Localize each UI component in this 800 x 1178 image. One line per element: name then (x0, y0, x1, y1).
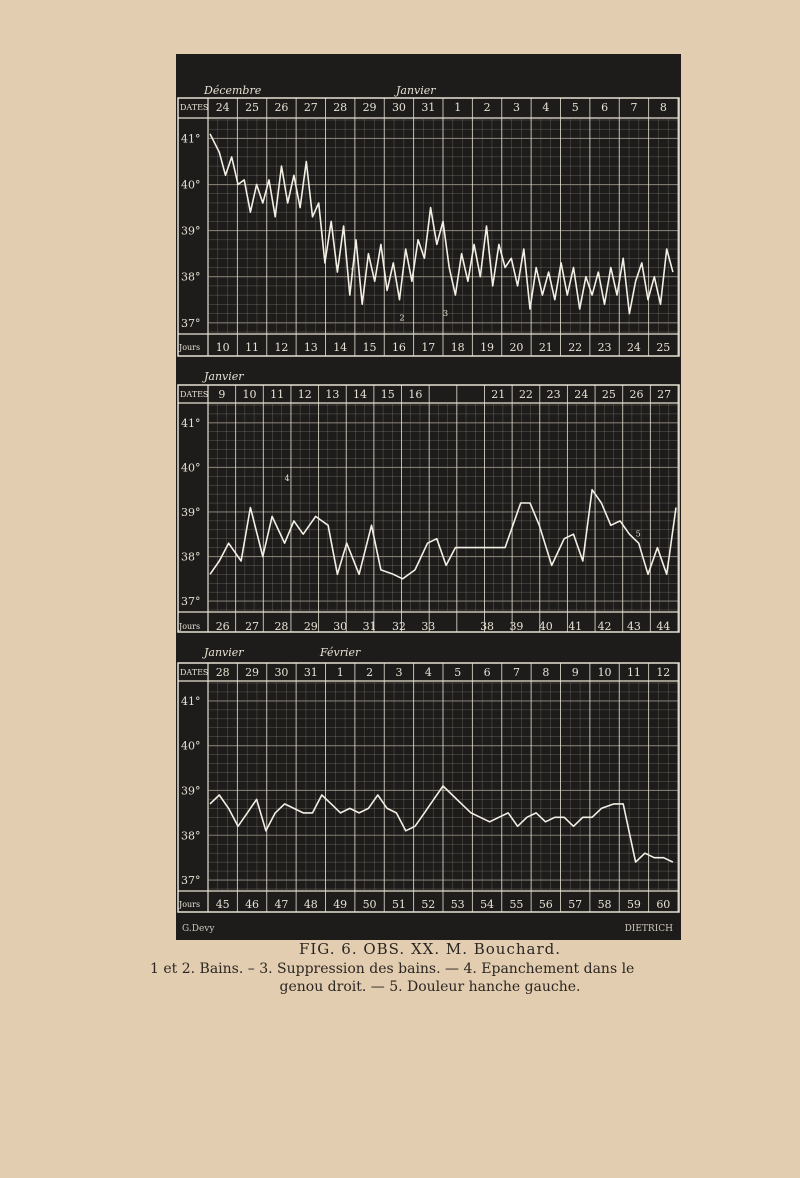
panel-2-day-tick: 40 (538, 620, 553, 633)
panel-1-day-tick: 17 (421, 341, 436, 354)
panel-1-day-tick: 23 (597, 341, 612, 354)
panel-1-day-tick: 18 (450, 341, 465, 354)
panel-2-date-tick: 15 (380, 388, 395, 401)
panel-2-month-label: Janvier (204, 370, 244, 383)
panel-3-date-tick: 12 (656, 666, 671, 679)
panel-2-day-tick: 33 (421, 620, 436, 633)
panel-3-day-tick: 53 (450, 898, 465, 911)
engraver-signature-right: DIETRICH (624, 924, 673, 934)
panel-1-date-tick: 7 (630, 101, 638, 114)
panel-1-day-tick: 21 (538, 341, 553, 354)
panel-3-day-tick: 49 (333, 898, 348, 911)
panel-3-month-label: Février (320, 646, 361, 659)
panel-1-date-tick: 25 (245, 101, 260, 114)
panel-3-date-tick: 3 (395, 666, 403, 679)
panel-3-day-tick: 55 (509, 898, 524, 911)
panel-1-day-tick: 11 (245, 341, 260, 354)
panel-3-date-tick: 7 (512, 666, 520, 679)
panel-2-day-tick: 44 (656, 620, 671, 633)
panel-3-y-tick: 37° (181, 874, 201, 888)
figure-caption-line-1: 1 et 2. Bains. – 3. Suppression des bains. — 4. Epanchement dans le (150, 961, 635, 977)
panel-3-day-tick: 58 (597, 898, 612, 911)
panel-1-day-tick: 15 (362, 341, 377, 354)
panel-2-day-tick: 41 (568, 620, 583, 633)
panel-1-day-tick: 16 (391, 341, 406, 354)
panel-2-date-tick: 22 (518, 388, 533, 401)
panel-2-y-tick: 41° (181, 416, 201, 430)
panel-1-date-tick: 27 (303, 101, 318, 114)
panel-1-date-tick: 8 (659, 101, 667, 114)
panel-2-day-tick: 26 (215, 620, 230, 633)
panel-1-date-tick: 6 (601, 101, 609, 114)
panel-1-date-tick: 31 (421, 101, 436, 114)
panel-1-y-tick: 39° (181, 224, 201, 238)
panel-2-day-tick: 30 (333, 620, 348, 633)
panel-3-y-tick: 40° (181, 739, 201, 753)
temperature-charts (176, 54, 681, 940)
panel-3-date-tick: 4 (424, 666, 432, 679)
panel-3-day-tick: 52 (421, 898, 436, 911)
panel-3-day-tick: 47 (274, 898, 289, 911)
temperature-chart-figure (176, 54, 681, 940)
panel-3-date-tick: 29 (245, 666, 260, 679)
panel-2-date-tick: 21 (491, 388, 506, 401)
panel-1-temperature-line (210, 134, 673, 314)
panel-3-day-tick: 59 (626, 898, 641, 911)
panel-1-date-tick: 30 (391, 101, 406, 114)
panel-1-days-label: Jours (179, 343, 201, 352)
panel-1-dates-label: DATES (180, 103, 209, 112)
panel-3-temperature-line (210, 786, 673, 862)
panel-1-day-tick: 25 (656, 341, 671, 354)
panel-3-date-tick: 31 (303, 666, 318, 679)
panel-3-day-tick: 50 (362, 898, 377, 911)
panel-3-day-tick: 57 (568, 898, 583, 911)
panel-3-day-tick: 54 (480, 898, 495, 911)
panel-3-date-tick: 10 (597, 666, 612, 679)
panel-3-date-tick: 8 (542, 666, 550, 679)
panel-3-y-tick: 41° (181, 694, 201, 708)
panel-1-date-tick: 26 (274, 101, 289, 114)
panel-2-date-tick: 27 (657, 388, 672, 401)
panel-2-days-label: Jours (179, 622, 201, 631)
panel-1-day-tick: 22 (568, 341, 583, 354)
panel-3-month-label: Janvier (204, 646, 244, 659)
engraver-signature-left: G.Devy (182, 924, 215, 934)
panel-3-date-tick: 5 (454, 666, 462, 679)
panel-3-date-tick: 30 (274, 666, 289, 679)
panel-2-date-tick: 23 (546, 388, 561, 401)
panel-2-y-tick: 40° (181, 461, 201, 475)
panel-2-date-tick: 9 (218, 388, 226, 401)
panel-3-day-tick: 48 (303, 898, 318, 911)
panel-3-dates-label: DATES (180, 668, 209, 677)
panel-1-day-tick: 19 (480, 341, 495, 354)
panel-2-date-tick: 13 (325, 388, 340, 401)
panel-2-annotation-label: 4 (284, 473, 290, 483)
panel-2-day-tick: 42 (597, 620, 612, 633)
figure-caption-line-2: genou droit. — 5. Douleur hanche gauche. (279, 979, 581, 995)
panel-3-date-tick: 1 (336, 666, 344, 679)
panel-3-y-tick: 38° (181, 829, 201, 843)
panel-1-annotation-label: 2 (399, 313, 405, 323)
panel-3-date-tick: 6 (483, 666, 491, 679)
panel-2-date-tick: 24 (574, 388, 589, 401)
panel-3-date-tick: 11 (626, 666, 641, 679)
figure-caption-title: FIG. 6. OBS. XX. M. Bouchard. (298, 940, 562, 958)
panel-1-date-tick: 28 (333, 101, 348, 114)
panel-2-date-tick: 14 (353, 388, 368, 401)
panel-1-y-tick: 37° (181, 316, 201, 330)
panel-3-day-tick: 56 (538, 898, 553, 911)
panel-2-y-tick: 37° (181, 595, 201, 609)
panel-1-day-tick: 13 (303, 341, 318, 354)
panel-1-date-tick: 5 (571, 101, 579, 114)
panel-2-day-tick: 28 (274, 620, 289, 633)
panel-2-day-tick: 29 (303, 620, 318, 633)
panel-2-date-tick: 11 (270, 388, 285, 401)
panel-2-day-tick: 43 (626, 620, 641, 633)
panel-1-date-tick: 4 (542, 101, 550, 114)
panel-2-day-tick: 31 (362, 620, 377, 633)
panel-2-date-tick: 10 (242, 388, 257, 401)
panel-2-day-tick: 38 (480, 620, 495, 633)
panel-3-day-tick: 60 (656, 898, 671, 911)
panel-2-annotation-label: 5 (635, 529, 641, 539)
panel-1-day-tick: 10 (215, 341, 230, 354)
panel-1-date-tick: 3 (512, 101, 520, 114)
panel-1-date-tick: 1 (454, 101, 462, 114)
panel-1-day-tick: 20 (509, 341, 524, 354)
panel-3-frame (178, 663, 679, 912)
panel-3-day-tick: 46 (245, 898, 260, 911)
panel-1-y-tick: 38° (181, 270, 201, 284)
panel-2-date-tick: 12 (297, 388, 312, 401)
panel-1-day-tick: 24 (626, 341, 641, 354)
panel-2-date-tick: 26 (629, 388, 644, 401)
panel-1-day-tick: 14 (333, 341, 348, 354)
panel-1-month-label: Décembre (204, 84, 262, 97)
panel-2-date-tick: 25 (601, 388, 616, 401)
panel-2-day-tick: 27 (245, 620, 260, 633)
panel-1-y-tick: 41° (181, 132, 201, 146)
panel-3-days-label: Jours (179, 900, 201, 909)
panel-1-date-tick: 2 (483, 101, 491, 114)
panel-3-date-tick: 2 (366, 666, 374, 679)
panel-1-date-tick: 24 (215, 101, 230, 114)
panel-2-day-tick: 39 (509, 620, 524, 633)
panel-2-date-tick: 16 (408, 388, 423, 401)
panel-3-day-tick: 51 (391, 898, 406, 911)
panel-3-y-tick: 39° (181, 784, 201, 798)
panel-1-annotation-label: 3 (443, 308, 449, 318)
panel-1-month-label: Janvier (396, 84, 436, 97)
panel-1-annotation-label: 1 (349, 267, 355, 277)
panel-2-y-tick: 38° (181, 550, 201, 564)
panel-1-date-tick: 29 (362, 101, 377, 114)
panel-3-date-tick: 28 (215, 666, 230, 679)
panel-1-day-tick: 12 (274, 341, 289, 354)
panel-2-dates-label: DATES (180, 390, 209, 399)
panel-3-date-tick: 9 (571, 666, 579, 679)
panel-2-day-tick: 32 (391, 620, 406, 633)
panel-1-y-tick: 40° (181, 178, 201, 192)
panel-2-y-tick: 39° (181, 505, 201, 519)
panel-3-day-tick: 45 (215, 898, 230, 911)
